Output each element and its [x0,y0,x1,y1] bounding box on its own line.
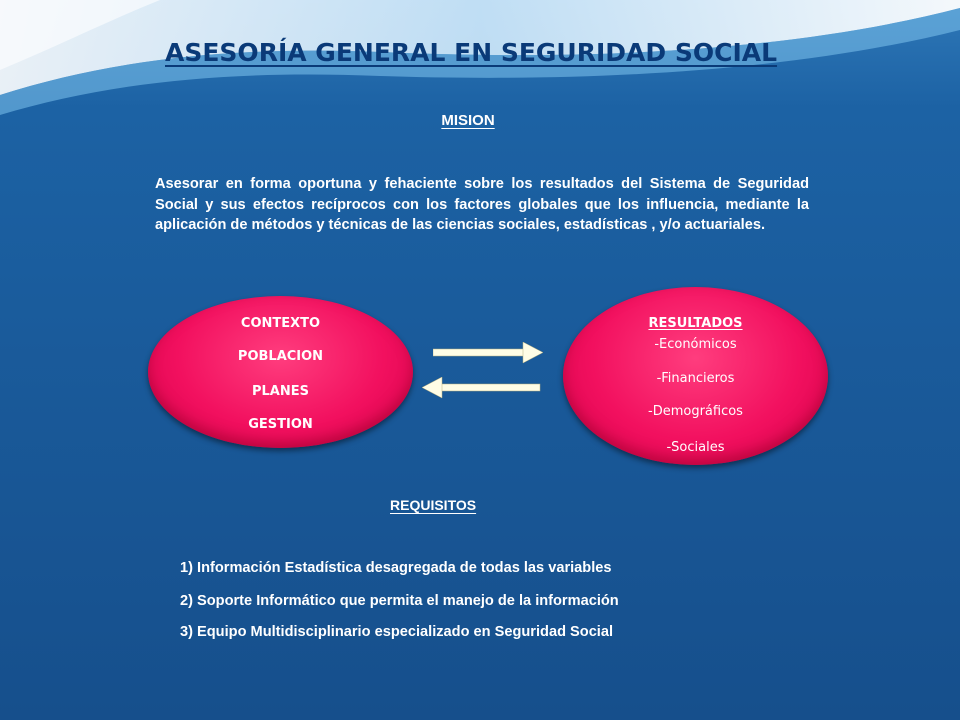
mision-heading [0,112,960,129]
left-item-poblacion: POBLACION [237,349,324,364]
left-item-gestion: GESTION [248,417,313,432]
right-item-demograficos: -Demográficos [648,404,743,419]
right-item-financieros: -Financieros [656,371,735,386]
left-item-planes: PLANES [252,384,309,399]
right-item-sociales: -Sociales [666,440,725,455]
mision-text: Asesorar en forma oportuna y fehaciente sobre los resultados del Sistema de Seguridad Social y sus efectos recíprocos con los factores globales que los influencia, mediante la aplicación de métodos y técnicas de las ciencias sociales, estadísticas , y/o actuariales. [155,176,809,233]
requisito-item-2: 2) Soporte Informático que permita el manejo de la información [180,593,619,609]
left-item-contexto: CONTEXTO [240,316,321,331]
requisito-item-1: 1) Información Estadística desagregada de todas las variables [180,560,612,576]
mision-heading-label: MISION [441,112,495,129]
results-heading: RESULTADOS [648,316,743,331]
results-ellipse [563,287,828,465]
right-arrow [433,342,545,366]
slide-title: ASESORÍA GENERAL EN SEGURIDAD SOCIAL [165,38,778,67]
context-ellipse [148,296,413,448]
right-item-economicos: -Económicos [654,337,737,352]
left-arrow [420,377,542,401]
requisitos-heading: REQUISITOS [390,497,477,513]
requisito-item-3: 3) Equipo Multidisciplinario especializado en Seguridad Social [180,624,614,640]
